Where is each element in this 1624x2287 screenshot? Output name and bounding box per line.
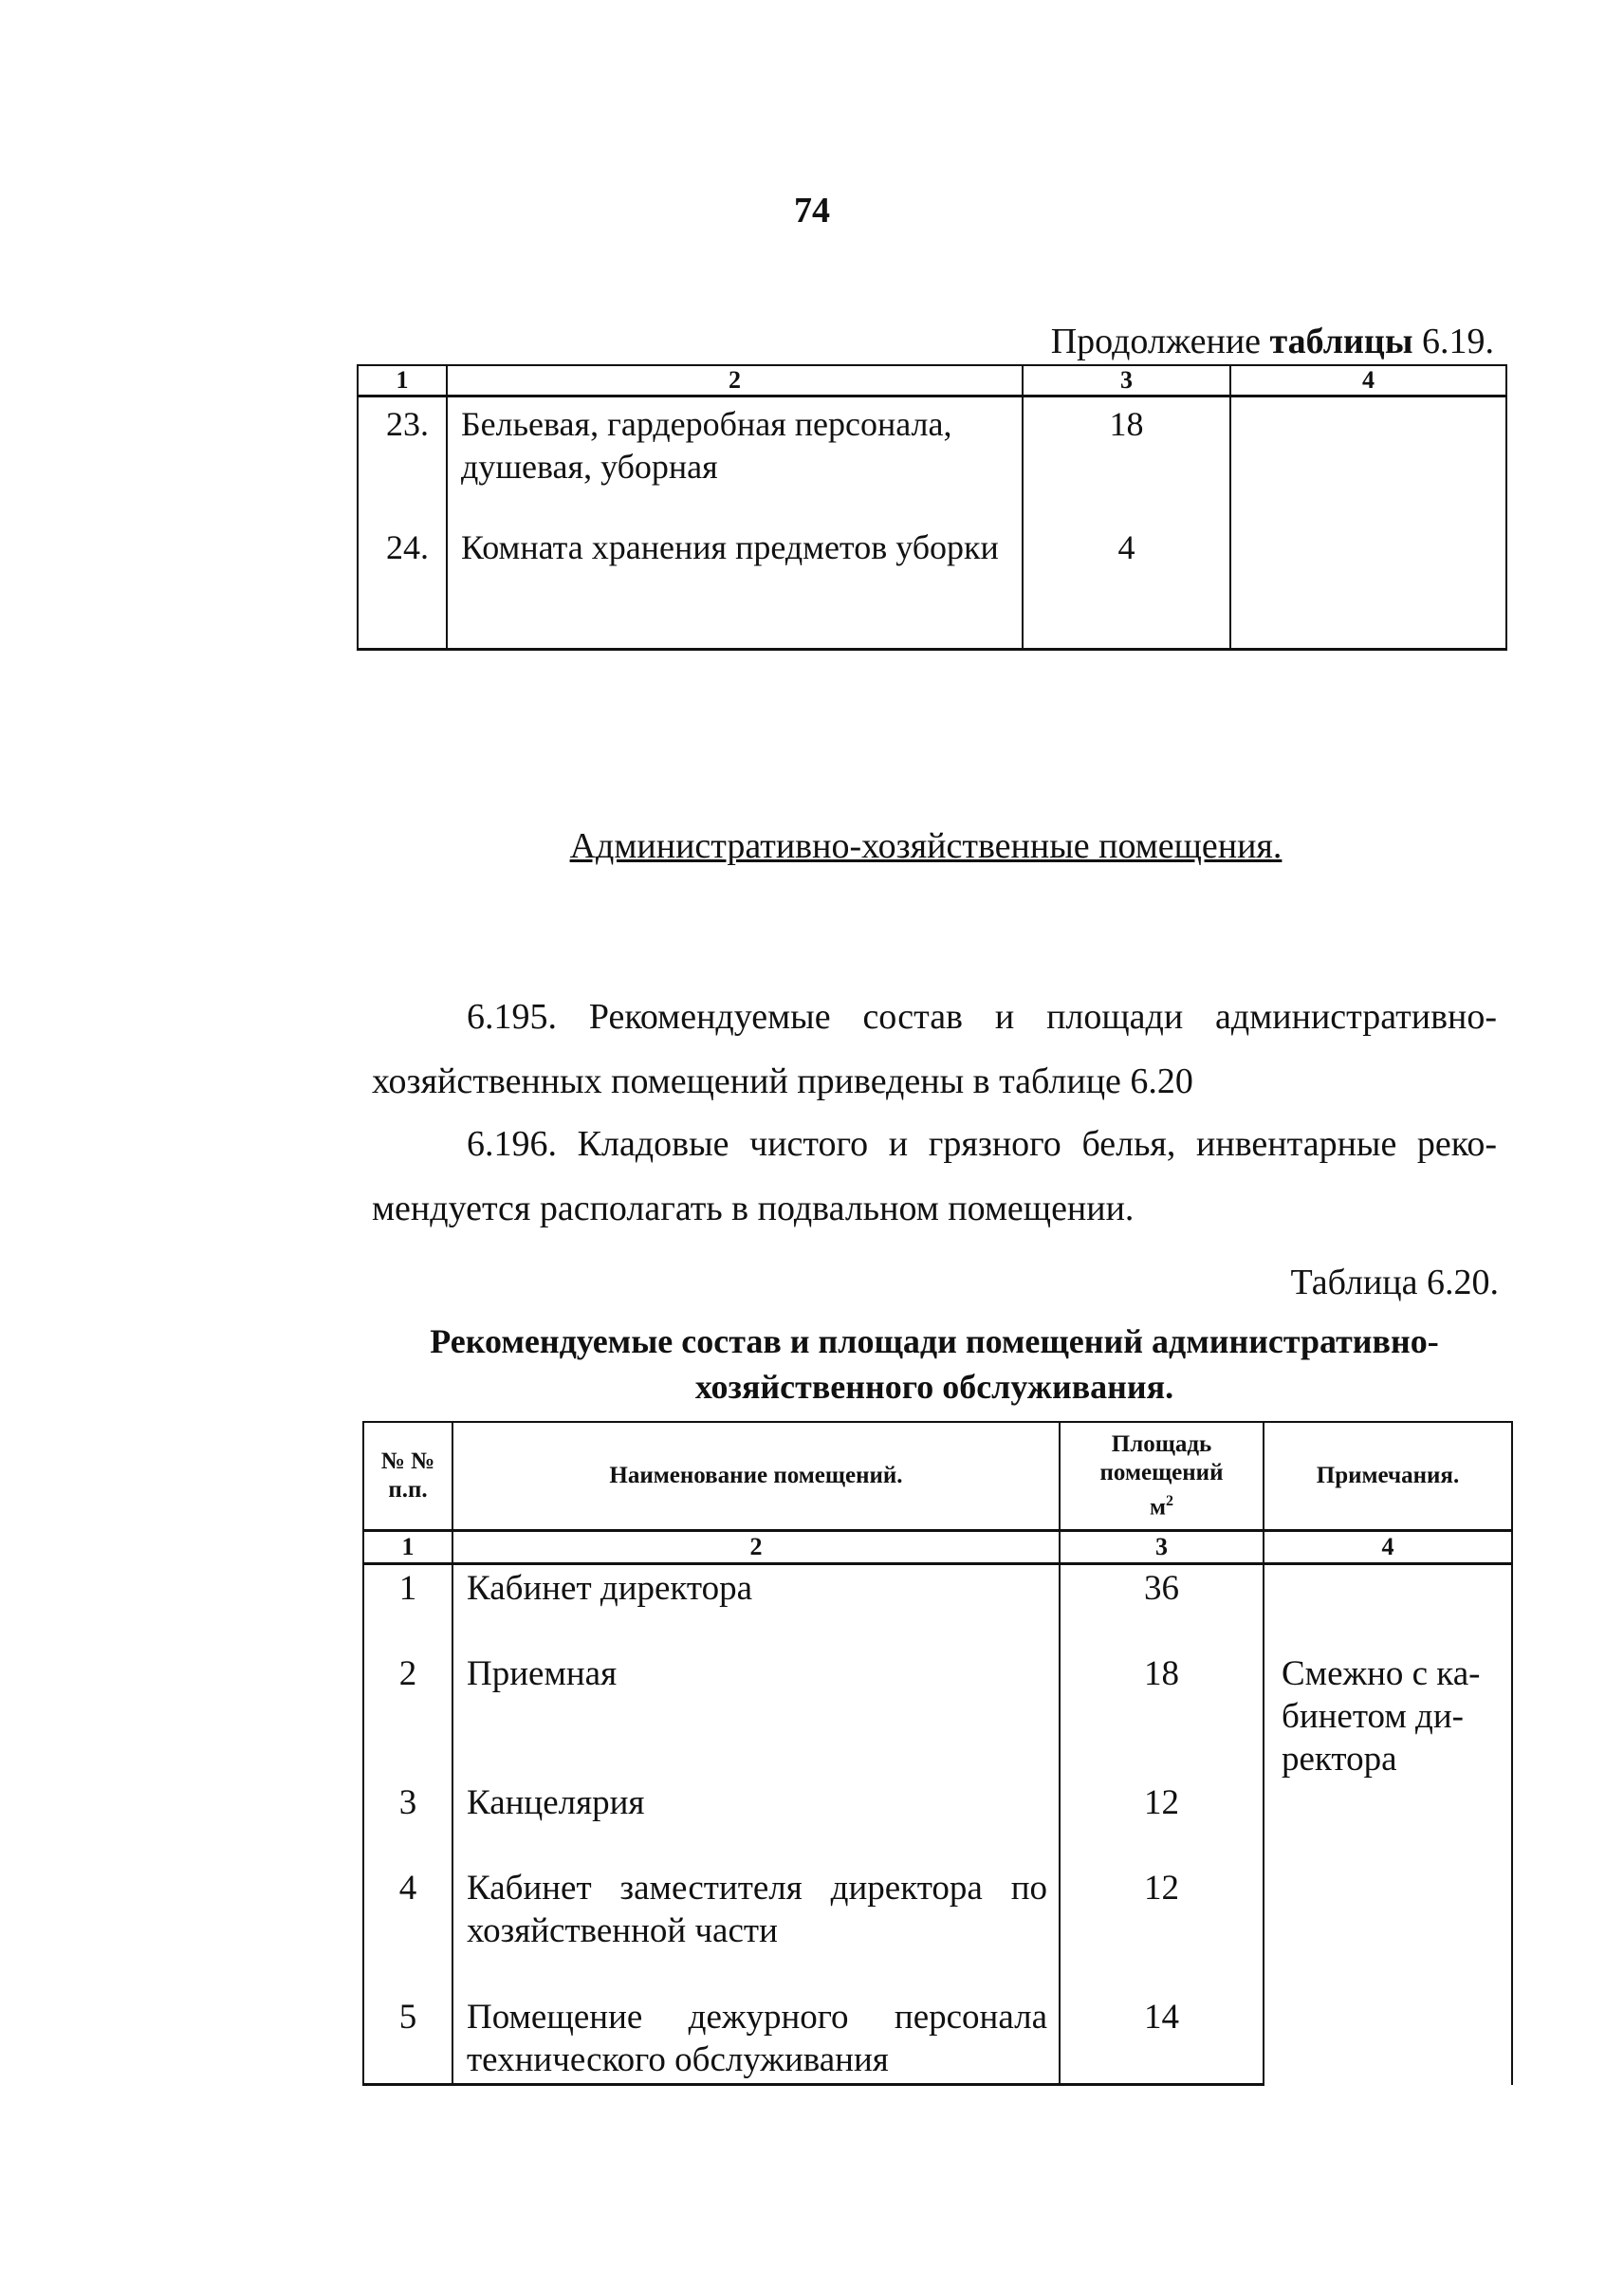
page-number: 74 bbox=[794, 191, 830, 231]
note-text: Смежно с ка-бинетом ди-ректора bbox=[1282, 1654, 1481, 1779]
row-number: 4 bbox=[363, 1867, 452, 1996]
room-name: Кабинет заместителя директора по хозяйственной части bbox=[452, 1867, 1060, 1996]
table-label: Таблица 6.20. bbox=[1290, 1263, 1499, 1302]
column-number-2: 2 bbox=[447, 365, 1023, 397]
column-number-1: 1 bbox=[358, 365, 447, 397]
table-6-20 bbox=[362, 1421, 1513, 2086]
column-number-3: 3 bbox=[1023, 365, 1230, 397]
column-number-4: 4 bbox=[1230, 365, 1506, 397]
room-name: Бельевая, гардеробная персонала, душевая, уборная bbox=[447, 397, 1023, 527]
header-area-unit-sup: 2 bbox=[1166, 1492, 1174, 1509]
continuation-bold: таблицы bbox=[1269, 322, 1413, 361]
room-note bbox=[1230, 397, 1506, 527]
row-number: 2 bbox=[363, 1652, 452, 1781]
room-name: Канцелярия bbox=[452, 1781, 1060, 1867]
room-area: 12 bbox=[1060, 1867, 1264, 1996]
table-title: Рекомендуемые состав и площади помещений административно-хозяйственного обслуживания. bbox=[430, 1322, 1439, 1406]
paragraph-6-196 bbox=[372, 1112, 1497, 1241]
column-number-4: 4 bbox=[1264, 1531, 1512, 1564]
room-area: 36 bbox=[1060, 1564, 1264, 1653]
room-note bbox=[1230, 526, 1506, 650]
room-area: 4 bbox=[1023, 526, 1230, 650]
table-6-19-continuation bbox=[357, 364, 1507, 651]
paragraph-6-195 bbox=[372, 985, 1497, 1114]
header-notes: Примечания. bbox=[1264, 1422, 1512, 1531]
room-area: 12 bbox=[1060, 1781, 1264, 1867]
header-room-name: Наименование помещений. bbox=[452, 1422, 1060, 1531]
table-continuation-label bbox=[949, 321, 1494, 362]
row-number: 1 bbox=[363, 1564, 452, 1653]
row-number: 3 bbox=[363, 1781, 452, 1867]
row-number: 23. bbox=[358, 397, 447, 527]
room-name: Кабинет директора bbox=[452, 1564, 1060, 1653]
section-heading: Административно-хозяйственные помещения. bbox=[569, 826, 1283, 866]
continuation-prefix: Продолжение bbox=[1050, 322, 1270, 361]
paragraph-line: 6.196. Кладовые чистого и грязного белья, инвентарные реко- bbox=[467, 1124, 1497, 1164]
header-area-unit: м bbox=[1149, 1494, 1167, 1521]
paragraph-line: мендуется располагать в подвальном помещении. bbox=[372, 1189, 1135, 1228]
table-row bbox=[358, 397, 1506, 527]
room-area: 18 bbox=[1023, 397, 1230, 527]
table-header-row bbox=[358, 365, 1506, 397]
room-area: 18 bbox=[1060, 1652, 1264, 1781]
paragraph-line: хозяйственных помещений приведены в таблице 6.20 bbox=[372, 1061, 1193, 1101]
room-name: Помещение дежурного персонала технического обслуживания bbox=[452, 1996, 1060, 2085]
table-header-row bbox=[363, 1422, 1512, 1531]
room-name: Комната хранения предметов уборки bbox=[447, 526, 1023, 650]
column-number-3: 3 bbox=[1060, 1531, 1264, 1564]
column-number-1: 1 bbox=[363, 1531, 452, 1564]
header-area-label: Площадь помещений bbox=[1099, 1430, 1224, 1485]
paragraph-line: 6.195. Рекомендуемые состав и площади административно- bbox=[467, 997, 1497, 1037]
column-number-2: 2 bbox=[452, 1531, 1060, 1564]
header-area bbox=[1060, 1422, 1264, 1531]
continuation-suffix: 6.19. bbox=[1412, 322, 1494, 361]
table-row bbox=[363, 1564, 1512, 1653]
room-name: Приемная bbox=[452, 1652, 1060, 1781]
header-row-number: № № п.п. bbox=[363, 1422, 452, 1531]
room-area: 14 bbox=[1060, 1996, 1264, 2085]
table-row bbox=[358, 526, 1506, 650]
room-note bbox=[1264, 1564, 1512, 2085]
row-number: 24. bbox=[358, 526, 447, 650]
table-column-numbers bbox=[363, 1531, 1512, 1564]
row-number: 5 bbox=[363, 1996, 452, 2085]
